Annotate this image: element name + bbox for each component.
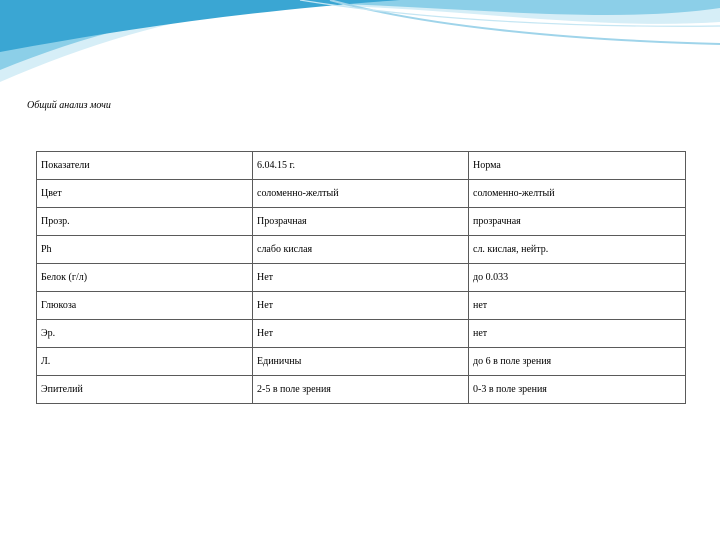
table-header-row [37,152,686,180]
table-cell: Эпителий [37,376,253,404]
table-row [37,264,686,292]
table-row [37,292,686,320]
table-cell: соломенно-желтый [253,180,469,208]
table-cell: Нет [253,292,469,320]
table-cell: 6.04.15 г. [253,152,469,180]
table-cell: до 6 в поле зрения [469,348,686,376]
table-cell: Единичны [253,348,469,376]
table-cell: слабо кислая [253,236,469,264]
table-cell: нет [469,320,686,348]
document-title: Общий анализ мочи [27,100,111,111]
table-cell: Ph [37,236,253,264]
table-cell: Глюкоза [37,292,253,320]
table-row [37,320,686,348]
table-cell: Прозр. [37,208,253,236]
table-cell: Нет [253,320,469,348]
table-cell: Прозрачная [253,208,469,236]
table-cell: Цвет [37,180,253,208]
table-row [37,236,686,264]
table-cell: соломенно-желтый [469,180,686,208]
table-cell: Норма [469,152,686,180]
table-row [37,180,686,208]
table-cell: Л. [37,348,253,376]
urinalysis-table [36,151,686,404]
table-cell: 0-3 в поле зрения [469,376,686,404]
table-row [37,348,686,376]
table-row [37,208,686,236]
table-cell: Показатели [37,152,253,180]
table-row [37,376,686,404]
table-cell: 2-5 в поле зрения [253,376,469,404]
table-cell: Эр. [37,320,253,348]
table-cell: Нет [253,264,469,292]
header-wave-decoration [0,0,720,90]
table-cell: до 0.033 [469,264,686,292]
table-cell: нет [469,292,686,320]
table-cell: прозрачная [469,208,686,236]
table-cell: Белок (г/л) [37,264,253,292]
table-cell: сл. кислая, нейтр. [469,236,686,264]
